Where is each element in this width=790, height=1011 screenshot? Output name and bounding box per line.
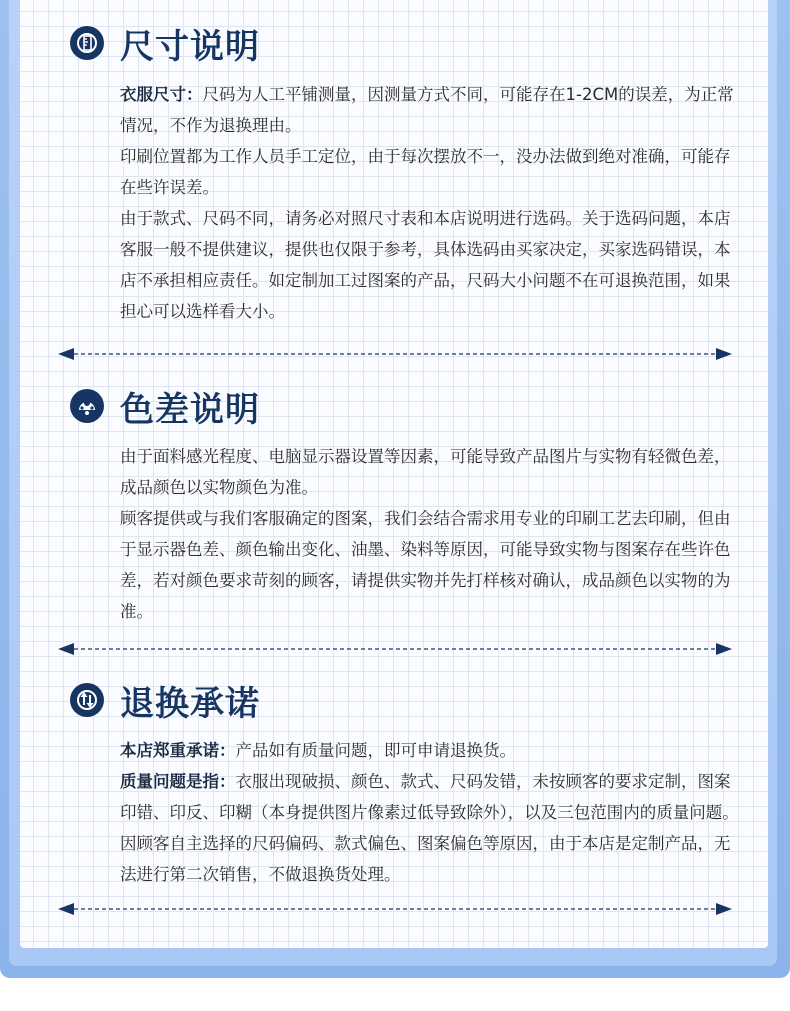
section-title: 尺寸说明: [120, 26, 260, 67]
ruler-icon: [70, 26, 104, 60]
section-heading: [70, 680, 260, 724]
paragraph-lead: 质量问题是指：: [120, 772, 236, 791]
paragraph: [120, 141, 745, 203]
dashed-divider: [58, 642, 732, 656]
paragraph-lead: 衣服尺寸：: [120, 85, 203, 104]
paragraph-text: 由于面料感光程度、电脑显示器设置等因素，可能导致产品图片与实物有轻微色差，成品颜色以实物颜色为准。: [120, 447, 731, 497]
paragraph-lead: 本店郑重承诺：: [120, 741, 236, 760]
section-body: [120, 441, 745, 627]
paragraph: [120, 766, 745, 890]
paragraph-text: 顾客提供或与我们客服确定的图案，我们会结合需求用专业的印刷工艺去印刷，但由于显示器色差、颜色输出变化、油墨、染料等原因，可能导致实物与图案存在些许色差，若对颜色要求苛刻的顾客，请提供实物并先打样核对确认，成品颜色以实物的为准。: [120, 509, 731, 621]
paragraph-text: 产品如有质量问题，即可申请退换货。: [235, 741, 516, 760]
dashed-divider: [58, 902, 732, 916]
paragraph: [120, 503, 745, 627]
dashed-divider: [58, 347, 732, 361]
paragraph: [120, 441, 745, 503]
paragraph-text: 衣服出现破损、颜色、款式、尺码发错，未按顾客的要求定制，图案印错、印反、印糊（本身提供图片像素过低导致除外），以及三包范围内的质量问题。因顾客自主选择的尺码偏码、款式偏色、图案偏色等原因，由于本店是定制产品，无法进行第二次销售，不做退换货处理。: [120, 772, 739, 884]
section-title: 色差说明: [120, 389, 260, 430]
section-title: 退换承诺: [120, 683, 260, 724]
paragraph: [120, 735, 745, 766]
paragraph-text: 印刷位置都为工作人员手工定位，由于每次摆放不一，没办法做到绝对准确，可能存在些许误差。: [120, 147, 731, 197]
section-body: [120, 735, 745, 890]
section-heading: [70, 386, 260, 430]
paragraph-text: 由于款式、尺码不同，请务必对照尺寸表和本店说明进行选码。关于选码问题，本店客服一般不提供建议，提供也仅限于参考，具体选码由买家决定，买家选码错误，本店不承担相应责任。如定制加工过图案的产品，尺码大小问题不在可退换范围，如果担心可以选样看大小。: [120, 209, 731, 321]
paragraph: [120, 203, 745, 327]
color-palette-icon: [70, 389, 104, 423]
paragraph: [120, 79, 745, 141]
section-body: [120, 79, 745, 327]
paragraph-text: 尺码为人工平铺测量，因测量方式不同，可能存在1-2CM的误差，为正常情况，不作为退换理由。: [120, 85, 734, 135]
section-heading: [70, 23, 260, 67]
exchange-arrows-icon: [70, 683, 104, 717]
